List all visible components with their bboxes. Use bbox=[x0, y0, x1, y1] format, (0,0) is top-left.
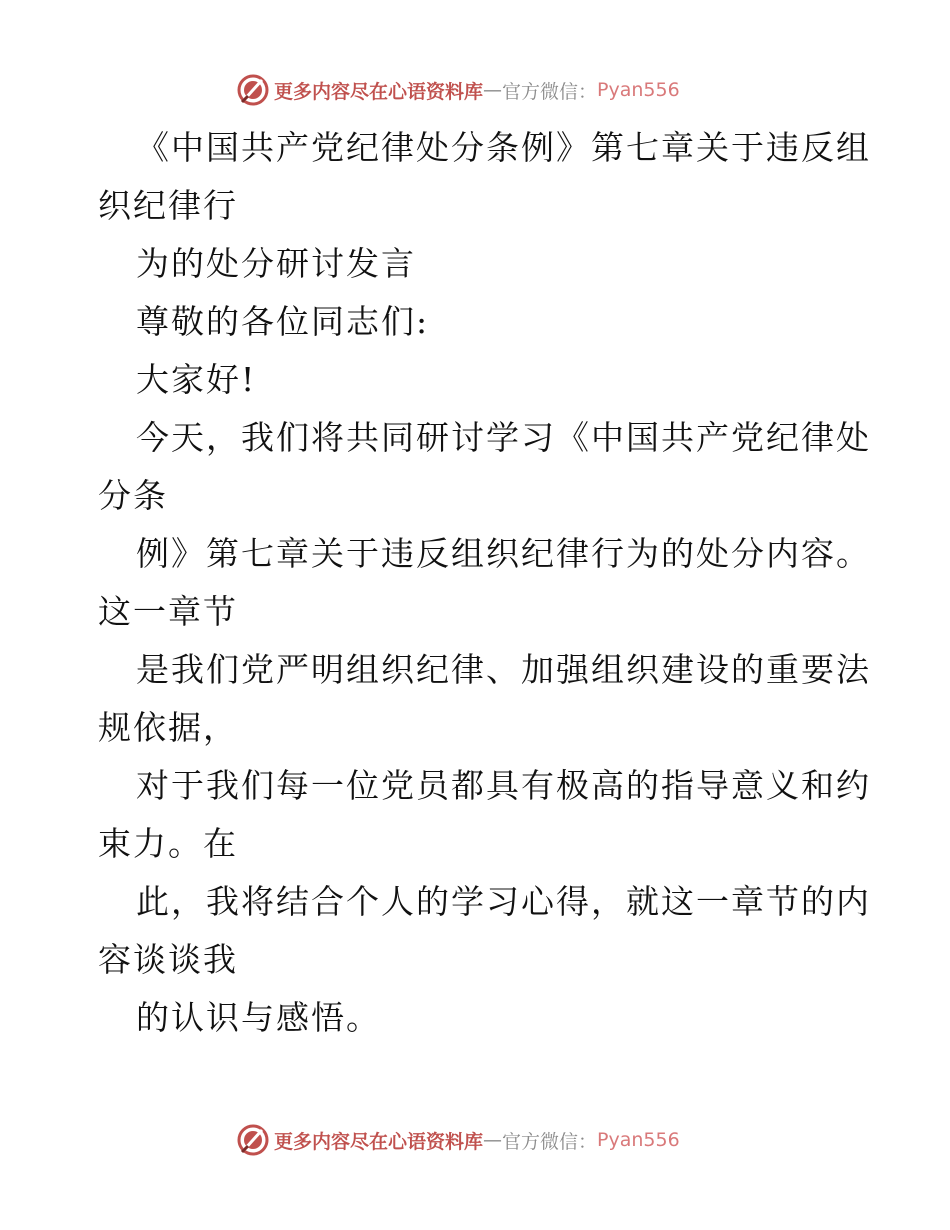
paragraph-line-wrap: 束力。在 bbox=[98, 824, 238, 863]
banner-wechat-id: Pyan556 bbox=[597, 1129, 680, 1151]
salutation: 尊敬的各位同志们: bbox=[136, 302, 430, 341]
paragraph-line-wrap: 这一章节 bbox=[98, 592, 238, 631]
paragraph-line: 的认识与感悟。 bbox=[136, 998, 381, 1037]
title-line-2: 为的处分研讨发言 bbox=[136, 244, 416, 283]
paragraph-line: 此，我将结合个人的学习心得，就这一章节的内 bbox=[136, 882, 871, 921]
paragraph-line-wrap: 规依据， bbox=[98, 708, 238, 747]
banner-separator: — bbox=[483, 79, 503, 101]
banner-separator: — bbox=[483, 1129, 503, 1151]
title-line-1: 《中国共产党纪律处分条例》第七章关于违反组 bbox=[136, 128, 871, 167]
pen-seal-icon bbox=[236, 1123, 270, 1157]
paragraph-line-wrap: 分条 bbox=[98, 476, 168, 515]
greeting: 大家好! bbox=[136, 360, 257, 399]
paragraph-line: 对于我们每一位党员都具有极高的指导意义和约 bbox=[136, 766, 871, 805]
paragraph-line: 今天，我们将共同研讨学习《中国共产党纪律处 bbox=[136, 418, 871, 457]
paragraph-line-wrap: 容谈谈我 bbox=[98, 940, 238, 979]
title-line-1-wrap: 织纪律行 bbox=[98, 186, 238, 225]
banner-wechat-label: 官方微信： bbox=[502, 1130, 598, 1153]
paragraph-line: 例》第七章关于违反组织纪律行为的处分内容。 bbox=[136, 534, 871, 573]
paragraph-line: 是我们党严明组织纪律、加强组织建设的重要法 bbox=[136, 650, 871, 689]
banner-site-name: 更多内容尽在心语资料库 bbox=[274, 1130, 484, 1153]
banner-wechat-id: Pyan556 bbox=[597, 79, 680, 101]
banner-site-name: 更多内容尽在心语资料库 bbox=[274, 80, 484, 103]
banner-wechat-label: 官方微信： bbox=[502, 80, 598, 103]
footer-banner bbox=[236, 1122, 680, 1158]
